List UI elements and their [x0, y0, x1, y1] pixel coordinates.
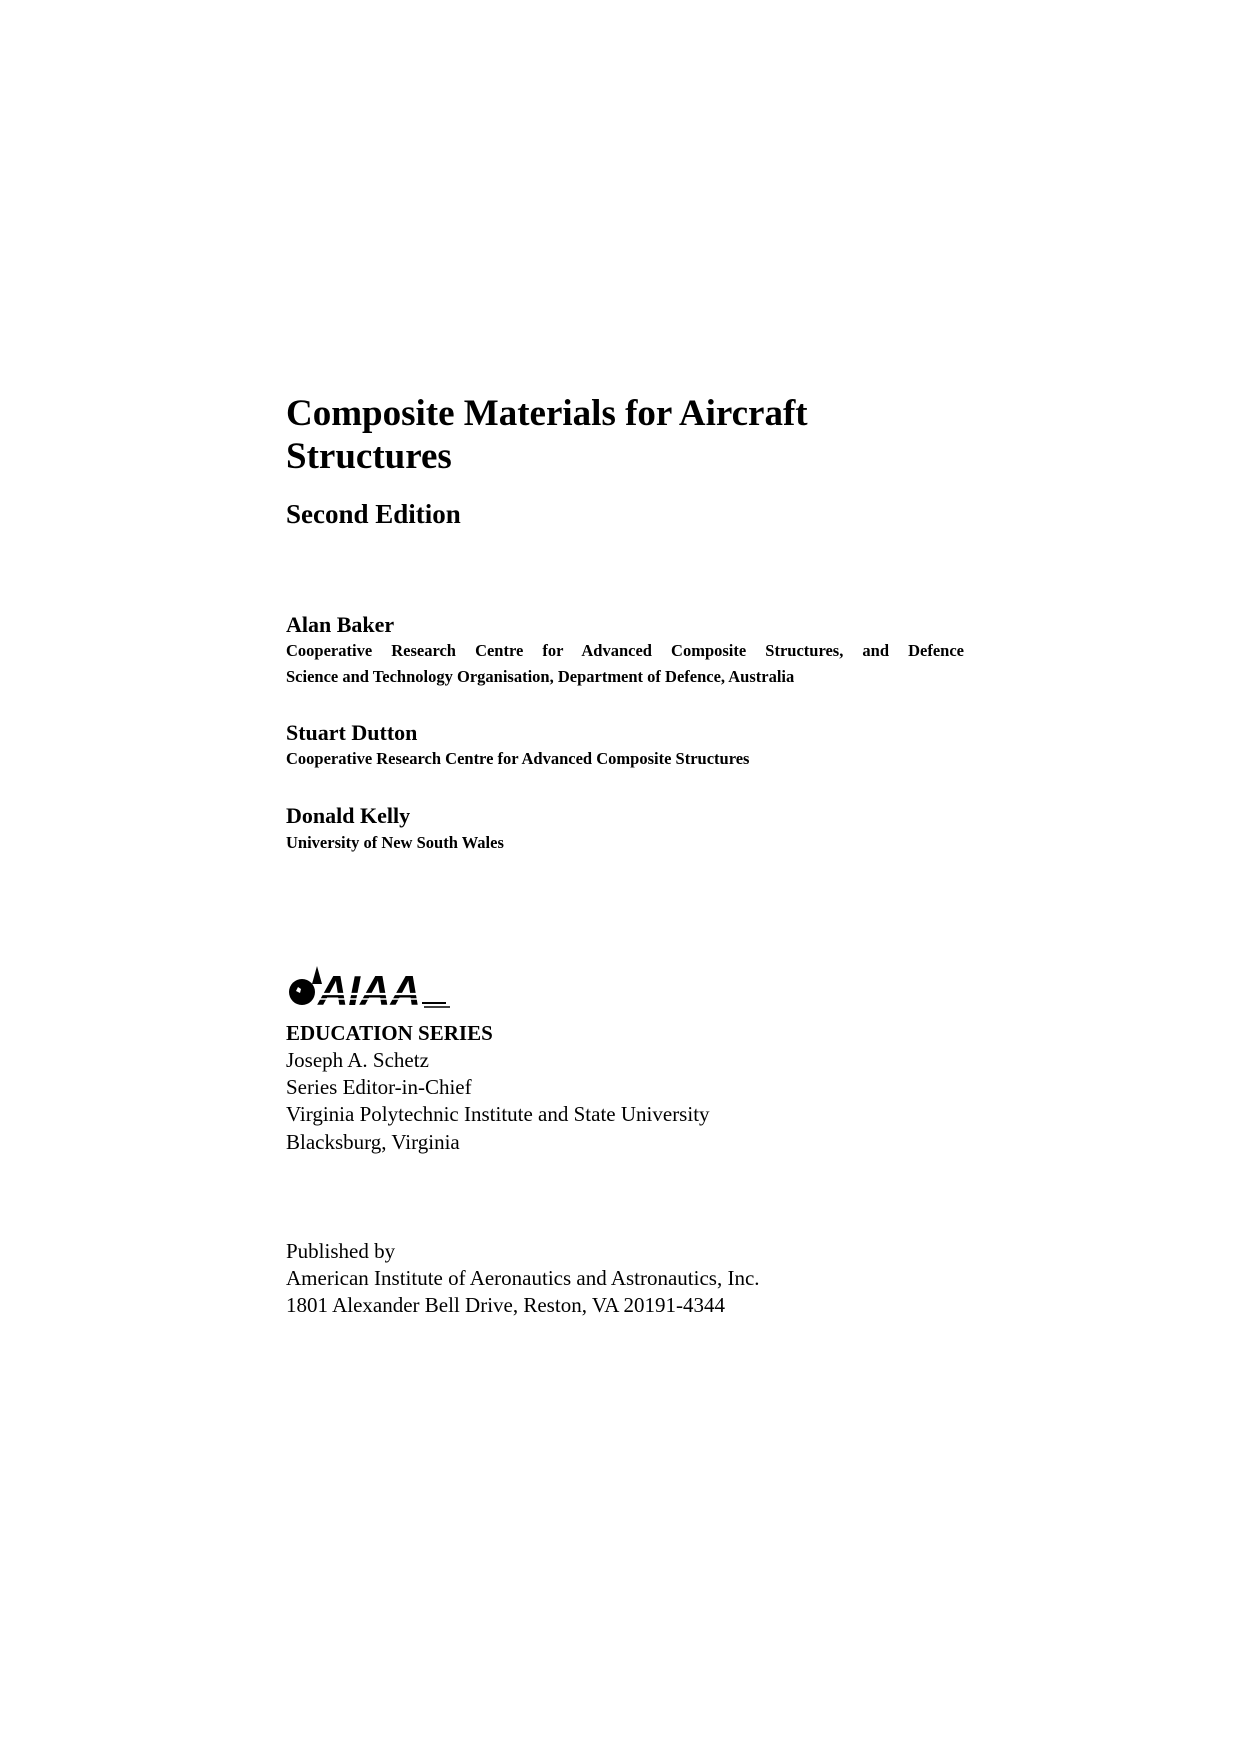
author-affiliation: University of New South Wales	[286, 833, 504, 852]
edition-label: Second Edition	[286, 499, 461, 529]
series-editor-role: Series Editor-in-Chief	[286, 1075, 472, 1099]
series-name: EDUCATION SERIES	[286, 1021, 493, 1045]
book-title-line-2: Structures	[286, 436, 452, 477]
aiaa-wordmark: AIAA	[318, 967, 421, 1010]
author-affiliation: Cooperative Research Centre for Advanced Composite Structures	[286, 749, 750, 768]
series-editor-institution: Virginia Polytechnic Institute and State University	[286, 1102, 710, 1126]
publisher-label: Published by	[286, 1239, 396, 1263]
aiaa-globe-icon	[289, 979, 315, 1005]
book-title-line-1: Composite Materials for Aircraft	[286, 393, 808, 434]
series-editor-location: Blacksburg, Virginia	[286, 1130, 460, 1154]
author-affiliation: Science and Technology Organisation, Department of Defence, Australia	[286, 667, 795, 686]
author-name: Stuart Dutton	[286, 720, 418, 745]
author-name: Donald Kelly	[286, 803, 411, 828]
aiaa-logo	[286, 960, 466, 1010]
author-affiliation: Cooperative Research Centre for Advanced Composite Structures, and Defence	[286, 641, 964, 660]
series-editor-name: Joseph A. Schetz	[286, 1048, 429, 1072]
author-name: Alan Baker	[286, 612, 395, 637]
publisher-name: American Institute of Aeronautics and Astronautics, Inc.	[286, 1266, 760, 1290]
publisher-address: 1801 Alexander Bell Drive, Reston, VA 20191-4344	[286, 1293, 726, 1317]
